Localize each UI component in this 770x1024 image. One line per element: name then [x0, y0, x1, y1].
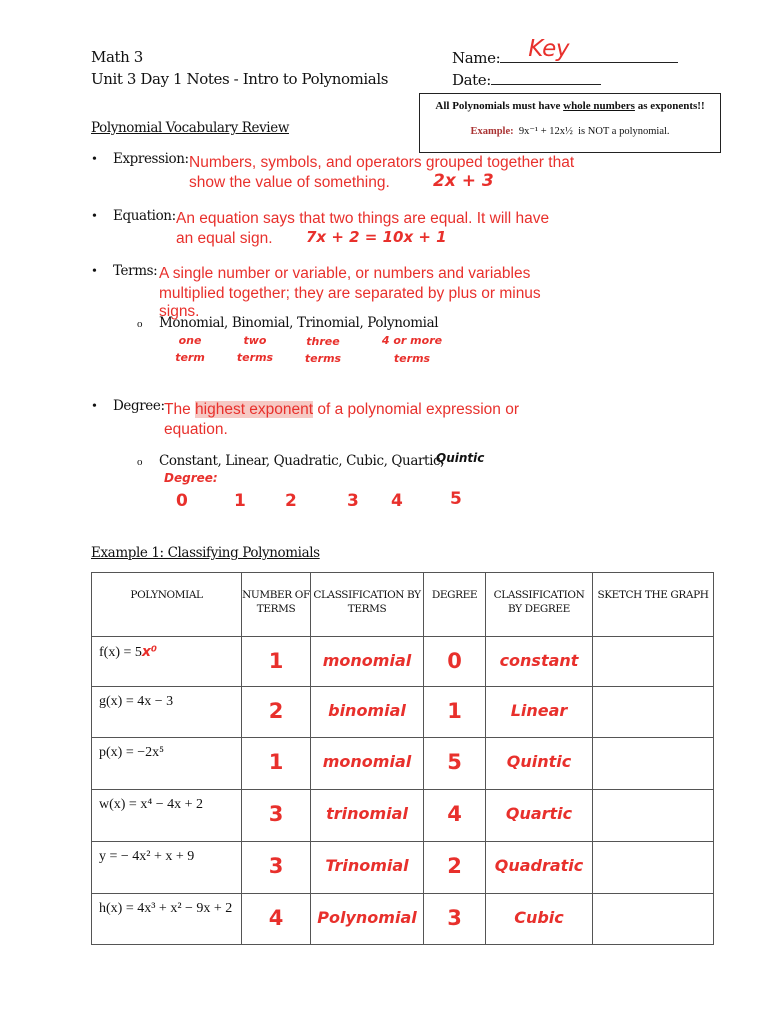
- note-line: All Polynomials must have whole numbers as exponents!!: [435, 100, 705, 112]
- polynomial-cell: f(x) = 5x⁰: [92, 637, 242, 687]
- degree-class-cell: Quintic: [486, 738, 593, 790]
- table-row: [92, 687, 714, 738]
- col-header: SKETCH THE GRAPH: [593, 573, 714, 637]
- col-header: DEGREE: [424, 573, 486, 637]
- sketch-cell: [593, 894, 714, 945]
- col-header: CLASSIFICATION BY DEGREE: [486, 573, 593, 637]
- degree-cell: 3: [424, 894, 486, 945]
- col-header: CLASSIFICATION BY TERMS: [311, 573, 424, 637]
- degree-class-cell: Linear: [486, 687, 593, 738]
- degree-number: 1: [234, 491, 246, 511]
- sketch-cell: [593, 687, 714, 738]
- degree-cell: 0: [424, 637, 486, 687]
- terms-class-cell: trinomial: [311, 790, 424, 842]
- bullet: •: [92, 209, 97, 224]
- degree-number: 4: [391, 491, 403, 511]
- degree-cell: 1: [424, 687, 486, 738]
- degree-annotation-label: Degree:: [164, 471, 218, 485]
- sketch-cell: [593, 842, 714, 894]
- degree-cell: 2: [424, 842, 486, 894]
- expression-definition: Numbers, symbols, and operators grouped together that: [189, 154, 575, 171]
- table-row: [92, 842, 714, 894]
- sub-bullet: o: [137, 456, 143, 468]
- terms-label: Terms:: [113, 263, 158, 279]
- annotation-polynomial: 4 or more terms: [381, 334, 443, 365]
- degree-number: 0: [176, 491, 188, 511]
- degree-number: 2: [285, 491, 297, 511]
- degree-number: 3: [347, 491, 359, 511]
- polynomial-cell: w(x) = x⁴ − 4x + 2: [92, 790, 242, 842]
- bullet: •: [92, 399, 97, 414]
- equation-definition: An equation says that two things are equal. It will have: [176, 210, 550, 227]
- sketch-cell: [593, 637, 714, 687]
- course-title: Math 3: [91, 48, 143, 66]
- polynomial-cell: g(x) = 4x − 3: [92, 687, 242, 738]
- terms-count-cell: 3: [242, 790, 311, 842]
- date-label: Date:: [452, 71, 491, 89]
- annotation-binomial: two terms: [236, 334, 274, 364]
- degree-definition: The highest exponent of a polynomial expression or: [164, 401, 520, 418]
- classification-table: [91, 572, 714, 945]
- date-field: [452, 70, 601, 89]
- terms-class-cell: binomial: [311, 687, 424, 738]
- degree-class-cell: Quartic: [486, 790, 593, 842]
- terms-count-cell: 3: [242, 842, 311, 894]
- polynomial-cell: y = − 4x² + x + 9: [92, 842, 242, 894]
- terms-definition: A single number or variable, or numbers and variables: [159, 265, 531, 282]
- exponent-note-box: [419, 93, 721, 153]
- terms-class-cell: Trinomial: [311, 842, 424, 894]
- sketch-cell: [593, 790, 714, 842]
- terms-count-cell: 1: [242, 738, 311, 790]
- section-title: Polynomial Vocabulary Review: [91, 120, 289, 136]
- name-value: Key: [528, 36, 570, 62]
- terms-definition-2: multiplied together; they are separated by plus or minus: [159, 285, 541, 302]
- degree-quintic-note: Quintic: [436, 451, 485, 465]
- degree-cell: 5: [424, 738, 486, 790]
- sketch-cell: [593, 738, 714, 790]
- table-row: [92, 738, 714, 790]
- annotation-trinomial: three terms: [304, 335, 342, 365]
- col-header: NUMBER OF TERMS: [242, 573, 311, 637]
- degree-class-cell: Cubic: [486, 894, 593, 945]
- degree-label: Degree:: [113, 398, 165, 414]
- equation-definition-2: an equal sign.: [176, 230, 273, 247]
- degree-class-cell: constant: [486, 637, 593, 687]
- degree-sub-bullet: Constant, Linear, Quadratic, Cubic, Quartic,: [159, 453, 445, 469]
- equation-label: Equation:: [113, 208, 176, 224]
- name-field: [452, 36, 678, 67]
- terms-count-cell: 4: [242, 894, 311, 945]
- note-example: Example: 9x⁻¹ + 12x½ is NOT a polynomial.: [470, 126, 670, 137]
- terms-count-cell: 2: [242, 687, 311, 738]
- example-title: Example 1: Classifying Polynomials: [91, 545, 320, 561]
- terms-definition-3: signs.: [159, 303, 200, 320]
- terms-class-cell: monomial: [311, 637, 424, 687]
- col-header: POLYNOMIAL: [92, 573, 242, 637]
- table-row: [92, 894, 714, 945]
- polynomial-cell: p(x) = −2x⁵: [92, 738, 242, 790]
- table-header-row: [92, 573, 714, 637]
- terms-count-cell: 1: [242, 637, 311, 687]
- polynomial-cell: h(x) = 4x³ + x² − 9x + 2: [92, 894, 242, 945]
- table-row: [92, 790, 714, 842]
- expression-label: Expression:: [113, 151, 189, 167]
- name-label: Name:: [452, 49, 501, 67]
- expression-definition-2: show the value of something.: [189, 174, 390, 191]
- sub-bullet: o: [137, 318, 143, 330]
- terms-class-cell: monomial: [311, 738, 424, 790]
- equation-example: 7x + 2 = 10x + 1: [306, 228, 447, 246]
- bullet: •: [92, 264, 97, 279]
- degree-class-cell: Quadratic: [486, 842, 593, 894]
- page-title: Unit 3 Day 1 Notes - Intro to Polynomials: [91, 70, 389, 88]
- degree-cell: 4: [424, 790, 486, 842]
- degree-number: 5: [450, 489, 462, 509]
- bullet: •: [92, 152, 97, 167]
- terms-class-cell: Polynomial: [311, 894, 424, 945]
- annotation-monomial: one term: [175, 334, 205, 364]
- terms-sub-bullet: Monomial, Binomial, Trinomial, Polynomial: [159, 315, 439, 331]
- table-row: [92, 637, 714, 687]
- degree-definition-2: equation.: [164, 421, 228, 438]
- expression-example: 2x + 3: [433, 171, 494, 191]
